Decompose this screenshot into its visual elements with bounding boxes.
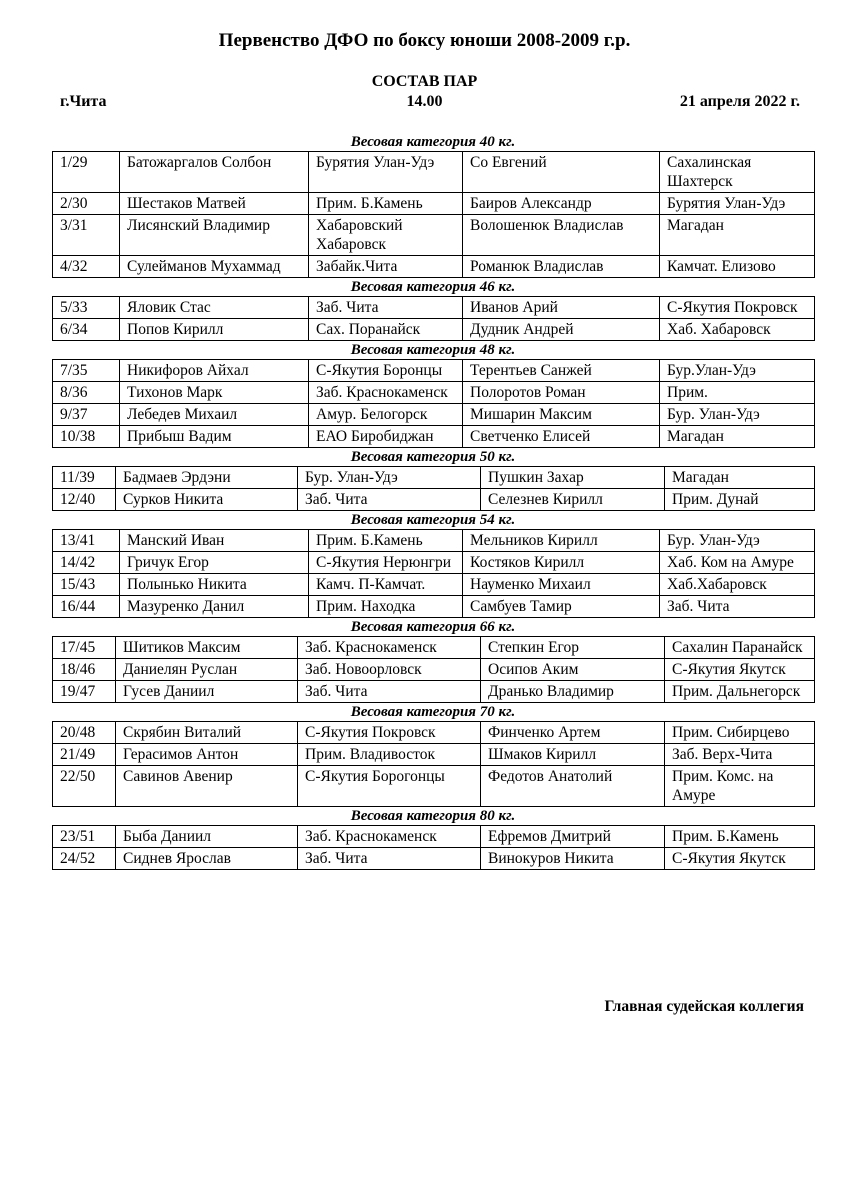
boxer-blue-name: Дудник Андрей (463, 319, 660, 341)
boxer-blue-region: Прим. Дунай (665, 489, 815, 511)
boxer-blue-name: Со Евгений (463, 152, 660, 193)
pair-number: 8/36 (53, 382, 120, 404)
table-row (53, 637, 815, 659)
boxer-blue-name: Волошенюк Владислав (463, 215, 660, 256)
start-time: 14.00 (406, 93, 443, 110)
pairs-table (52, 825, 815, 870)
boxer-red-name: Батожаргалов Солбон (120, 152, 309, 193)
table-row (53, 404, 815, 426)
boxer-blue-name: Степкин Егор (481, 637, 665, 659)
boxer-red-region: Заб. Чита (298, 681, 481, 703)
boxer-blue-name: Костяков Кирилл (463, 552, 660, 574)
boxer-red-region: Заб. Краснокаменск (298, 826, 481, 848)
boxer-blue-region: Прим. Сибирцево (665, 722, 815, 744)
boxer-blue-name: Винокуров Никита (481, 848, 665, 870)
pair-number: 15/43 (53, 574, 120, 596)
boxer-red-region: Хабаровский Хабаровск (309, 215, 463, 256)
pairs-table (52, 359, 815, 448)
document-date: 21 апреля 2022 г. (679, 93, 800, 110)
boxer-blue-name: Иванов Арий (463, 297, 660, 319)
boxer-red-name: Быба Даниил (116, 826, 298, 848)
boxer-red-name: Тихонов Марк (120, 382, 309, 404)
boxer-red-region: Прим. Владивосток (298, 744, 481, 766)
pair-number: 10/38 (53, 426, 120, 448)
boxer-red-region: Заб. Краснокаменск (298, 637, 481, 659)
pair-number: 22/50 (53, 766, 116, 807)
table-row (53, 552, 815, 574)
table-row (53, 297, 815, 319)
pair-number: 6/34 (53, 319, 120, 341)
boxer-red-region: Камч. П-Камчат. (309, 574, 463, 596)
pairs-list (52, 133, 814, 870)
pair-number: 21/49 (53, 744, 116, 766)
boxer-blue-region: Хаб.Хабаровск (660, 574, 815, 596)
boxer-red-region: Заб. Чита (298, 489, 481, 511)
table-row (53, 848, 815, 870)
table-row (53, 489, 815, 511)
boxer-blue-region: Бур. Улан-Удэ (660, 530, 815, 552)
boxer-red-region: Прим. Находка (309, 596, 463, 618)
boxer-blue-region: Хаб. Хабаровск (660, 319, 815, 341)
boxer-blue-region: С-Якутия Якутск (665, 848, 815, 870)
table-row (53, 574, 815, 596)
boxer-red-name: Манский Иван (120, 530, 309, 552)
city-label: г.Чита (60, 93, 107, 110)
boxer-red-name: Даниелян Руслан (116, 659, 298, 681)
boxer-red-name: Яловик Стас (120, 297, 309, 319)
boxer-blue-name: Мельников Кирилл (463, 530, 660, 552)
table-row (53, 215, 815, 256)
boxer-blue-name: Селезнев Кирилл (481, 489, 665, 511)
boxer-red-region: ЕАО Биробиджан (309, 426, 463, 448)
boxer-blue-name: Осипов Аким (481, 659, 665, 681)
boxer-red-region: Бурятия Улан-Удэ (309, 152, 463, 193)
boxer-red-name: Савинов Авенир (116, 766, 298, 807)
boxer-blue-region: Бур. Улан-Удэ (660, 404, 815, 426)
boxer-blue-region: Сахалин Паранайск (665, 637, 815, 659)
pairs-table (52, 466, 815, 511)
boxer-blue-region: Бурятия Улан-Удэ (660, 193, 815, 215)
boxer-red-name: Прибыш Вадим (120, 426, 309, 448)
pairs-table (52, 151, 815, 278)
boxer-red-region: Прим. Б.Камень (309, 530, 463, 552)
table-row (53, 152, 815, 193)
boxer-blue-region: Заб. Верх-Чита (665, 744, 815, 766)
boxer-red-name: Гричук Егор (120, 552, 309, 574)
boxer-blue-name: Мишарин Максим (463, 404, 660, 426)
boxer-red-region: Заб. Краснокаменск (309, 382, 463, 404)
pair-number: 17/45 (53, 637, 116, 659)
boxer-red-name: Скрябин Виталий (116, 722, 298, 744)
pair-number: 18/46 (53, 659, 116, 681)
boxer-blue-region: Прим. Комс. на Амуре (665, 766, 815, 807)
boxer-blue-name: Светченко Елисей (463, 426, 660, 448)
boxer-red-name: Шестаков Матвей (120, 193, 309, 215)
boxer-red-name: Лебедев Михаил (120, 404, 309, 426)
table-row (53, 681, 815, 703)
boxer-red-name: Мазуренко Данил (120, 596, 309, 618)
pair-number: 19/47 (53, 681, 116, 703)
boxer-red-region: Заб. Чита (298, 848, 481, 870)
boxer-blue-name: Дранько Владимир (481, 681, 665, 703)
boxer-red-name: Сиднев Ярослав (116, 848, 298, 870)
boxer-blue-region: С-Якутия Якутск (665, 659, 815, 681)
boxer-red-region: Сах. Поранайск (309, 319, 463, 341)
boxer-red-region: Заб. Новоорловск (298, 659, 481, 681)
boxer-blue-region: Хаб. Ком на Амуре (660, 552, 815, 574)
boxer-blue-region: Магадан (660, 215, 815, 256)
pair-number: 12/40 (53, 489, 116, 511)
boxer-red-name: Сурков Никита (116, 489, 298, 511)
footer-signature: Главная судейская коллегия (604, 998, 804, 1015)
boxer-blue-name: Терентьев Санжей (463, 360, 660, 382)
table-row (53, 826, 815, 848)
document-title: Первенство ДФО по боксу юноши 2008-2009 г.р. (218, 30, 631, 51)
boxer-blue-name: Шмаков Кирилл (481, 744, 665, 766)
pair-number: 3/31 (53, 215, 120, 256)
table-row (53, 426, 815, 448)
boxer-blue-region: С-Якутия Покровск (660, 297, 815, 319)
pairs-table (52, 721, 815, 807)
table-row (53, 256, 815, 278)
boxer-blue-name: Баиров Александр (463, 193, 660, 215)
pairs-table (52, 636, 815, 703)
pair-number: 2/30 (53, 193, 120, 215)
table-row (53, 744, 815, 766)
pair-number: 14/42 (53, 552, 120, 574)
boxer-red-region: С-Якутия Нерюнгри (309, 552, 463, 574)
table-row (53, 360, 815, 382)
table-row (53, 382, 815, 404)
boxer-blue-region: Камчат. Елизово (660, 256, 815, 278)
pairs-table (52, 529, 815, 618)
table-row (53, 467, 815, 489)
boxer-blue-region: Сахалинская Шахтерск (660, 152, 815, 193)
boxer-blue-name: Самбуев Тамир (463, 596, 660, 618)
pair-number: 5/33 (53, 297, 120, 319)
pair-number: 9/37 (53, 404, 120, 426)
table-row (53, 319, 815, 341)
boxer-blue-name: Федотов Анатолий (481, 766, 665, 807)
table-row (53, 766, 815, 807)
boxer-red-name: Лисянский Владимир (120, 215, 309, 256)
boxer-red-region: Бур. Улан-Удэ (298, 467, 481, 489)
table-row (53, 596, 815, 618)
boxer-blue-region: Магадан (660, 426, 815, 448)
boxer-blue-region: Прим. Дальнегорск (665, 681, 815, 703)
weight-category-heading: Весовая категория 66 кг. (350, 619, 516, 635)
pair-number: 7/35 (53, 360, 120, 382)
pair-number: 23/51 (53, 826, 116, 848)
pair-number: 11/39 (53, 467, 116, 489)
boxer-blue-region: Прим. Б.Камень (665, 826, 815, 848)
boxer-blue-region: Бур.Улан-Удэ (660, 360, 815, 382)
document-subtitle: СОСТАВ ПАР (371, 73, 478, 90)
table-row (53, 193, 815, 215)
pair-number: 16/44 (53, 596, 120, 618)
boxer-blue-name: Полоротов Роман (463, 382, 660, 404)
boxer-red-region: С-Якутия Борогонцы (298, 766, 481, 807)
boxer-red-name: Попов Кирилл (120, 319, 309, 341)
boxer-blue-region: Заб. Чита (660, 596, 815, 618)
weight-category-heading: Весовая категория 54 кг. (350, 512, 516, 528)
boxer-red-region: Забайк.Чита (309, 256, 463, 278)
boxer-blue-name: Науменко Михаил (463, 574, 660, 596)
boxer-blue-name: Ефремов Дмитрий (481, 826, 665, 848)
boxer-red-region: Заб. Чита (309, 297, 463, 319)
table-row (53, 659, 815, 681)
boxer-red-region: С-Якутия Покровск (298, 722, 481, 744)
pair-number: 13/41 (53, 530, 120, 552)
boxer-blue-region: Прим. (660, 382, 815, 404)
boxer-red-region: Прим. Б.Камень (309, 193, 463, 215)
weight-category-heading: Весовая категория 50 кг. (350, 449, 516, 465)
boxer-red-name: Гусев Даниил (116, 681, 298, 703)
weight-category-heading: Весовая категория 40 кг. (350, 134, 516, 150)
boxer-red-name: Бадмаев Эрдэни (116, 467, 298, 489)
boxer-red-name: Сулейманов Мухаммад (120, 256, 309, 278)
boxer-red-name: Никифоров Айхал (120, 360, 309, 382)
boxer-red-name: Полынько Никита (120, 574, 309, 596)
pair-number: 4/32 (53, 256, 120, 278)
boxer-red-name: Шитиков Максим (116, 637, 298, 659)
pair-number: 1/29 (53, 152, 120, 193)
table-row (53, 722, 815, 744)
boxer-blue-name: Финченко Артем (481, 722, 665, 744)
boxer-red-region: Амур. Белогорск (309, 404, 463, 426)
pair-number: 20/48 (53, 722, 116, 744)
weight-category-heading: Весовая категория 80 кг. (350, 808, 516, 824)
pair-number: 24/52 (53, 848, 116, 870)
boxer-blue-name: Романюк Владислав (463, 256, 660, 278)
boxer-red-region: С-Якутия Боронцы (309, 360, 463, 382)
weight-category-heading: Весовая категория 46 кг. (350, 279, 516, 295)
table-row (53, 530, 815, 552)
boxer-red-name: Герасимов Антон (116, 744, 298, 766)
boxer-blue-name: Пушкин Захар (481, 467, 665, 489)
weight-category-heading: Весовая категория 70 кг. (350, 704, 516, 720)
weight-category-heading: Весовая категория 48 кг. (350, 342, 516, 358)
pairs-table (52, 296, 815, 341)
boxer-blue-region: Магадан (665, 467, 815, 489)
